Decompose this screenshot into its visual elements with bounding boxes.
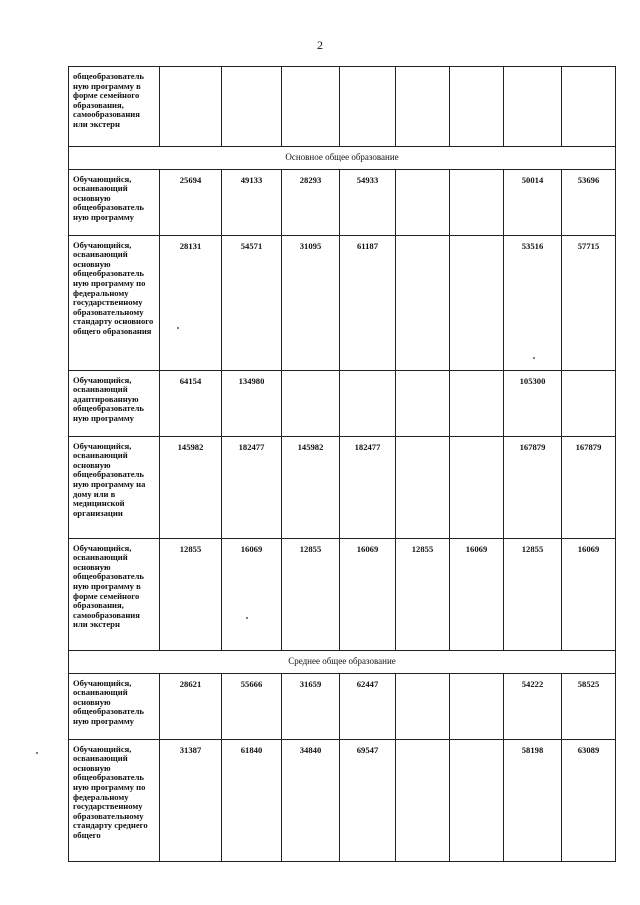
value-cell: 105300 xyxy=(504,370,562,436)
value-cell: 134980 xyxy=(222,370,282,436)
value-cell: 61187 xyxy=(340,235,396,370)
scan-speck xyxy=(246,617,248,619)
value-cell: 49133 xyxy=(222,169,282,235)
value-cell xyxy=(396,370,450,436)
scan-speck xyxy=(177,327,179,329)
value-cell: 28131 xyxy=(160,235,222,370)
value-cell: 62447 xyxy=(340,673,396,739)
value-cell xyxy=(396,436,450,538)
section-heading: Среднее общее образование xyxy=(69,650,616,673)
value-cell: 12855 xyxy=(504,538,562,650)
value-cell: 145982 xyxy=(282,436,340,538)
row-label: Обучающийся, осваивающий основную общеобразователь ную программу xyxy=(69,169,160,235)
table-row xyxy=(69,436,616,538)
value-cell: 53696 xyxy=(562,169,616,235)
table-row xyxy=(69,370,616,436)
scan-speck xyxy=(533,357,535,359)
value-cell: 58198 xyxy=(504,739,562,861)
value-cell: 16069 xyxy=(562,538,616,650)
value-cell: 28621 xyxy=(160,673,222,739)
value-cell xyxy=(396,169,450,235)
value-cell xyxy=(340,67,396,147)
table-row xyxy=(69,739,616,861)
table-row xyxy=(69,235,616,370)
value-cell: 16069 xyxy=(340,538,396,650)
value-cell xyxy=(450,235,504,370)
value-cell: 28293 xyxy=(282,169,340,235)
value-cell: 25694 xyxy=(160,169,222,235)
value-cell: 50014 xyxy=(504,169,562,235)
value-cell: 54571 xyxy=(222,235,282,370)
value-cell: 54933 xyxy=(340,169,396,235)
value-cell: 145982 xyxy=(160,436,222,538)
value-cell: 31387 xyxy=(160,739,222,861)
section-row xyxy=(69,650,616,673)
value-cell: 182477 xyxy=(222,436,282,538)
value-cell: 34840 xyxy=(282,739,340,861)
value-cell xyxy=(450,673,504,739)
row-label: Обучающийся, осваивающий основную общеобразователь ную программу в форме семейного образования, самообразования или экстерн xyxy=(69,538,160,650)
scan-speck xyxy=(36,752,38,754)
value-cell xyxy=(396,67,450,147)
value-cell xyxy=(504,67,562,147)
value-cell: 16069 xyxy=(222,538,282,650)
value-cell xyxy=(340,370,396,436)
value-cell: 12855 xyxy=(396,538,450,650)
row-label: общеобразователь ную программу в форме семейного образования, самообразования или экстерн xyxy=(69,67,160,147)
value-cell xyxy=(396,673,450,739)
table-row xyxy=(69,538,616,650)
value-cell xyxy=(562,370,616,436)
value-cell xyxy=(450,739,504,861)
value-cell: 31659 xyxy=(282,673,340,739)
value-cell: 69547 xyxy=(340,739,396,861)
table-row xyxy=(69,67,616,147)
page-number: 2 xyxy=(317,38,323,52)
value-cell xyxy=(450,67,504,147)
value-cell xyxy=(222,67,282,147)
value-cell xyxy=(450,436,504,538)
value-cell xyxy=(450,370,504,436)
value-cell: 12855 xyxy=(160,538,222,650)
row-label: Обучающийся, осваивающий основную общеобразователь ную программу по федеральному государственному образовательному стандарту основного общего образования xyxy=(69,235,160,370)
value-cell xyxy=(396,739,450,861)
value-cell: 64154 xyxy=(160,370,222,436)
row-label: Обучающийся, осваивающий адаптированную общеобразователь ную программу xyxy=(69,370,160,436)
value-cell xyxy=(396,235,450,370)
value-cell: 53516 xyxy=(504,235,562,370)
value-cell: 63089 xyxy=(562,739,616,861)
cost-table xyxy=(68,66,616,862)
section-heading: Основное общее образование xyxy=(69,147,616,170)
row-label: Обучающийся, осваивающий основную общеобразователь ную программу на дому или в медицинской организации xyxy=(69,436,160,538)
value-cell: 31095 xyxy=(282,235,340,370)
value-cell: 182477 xyxy=(340,436,396,538)
table-row xyxy=(69,673,616,739)
value-cell xyxy=(562,67,616,147)
value-cell: 54222 xyxy=(504,673,562,739)
value-cell: 16069 xyxy=(450,538,504,650)
value-cell xyxy=(160,67,222,147)
value-cell: 167879 xyxy=(562,436,616,538)
value-cell: 61840 xyxy=(222,739,282,861)
value-cell: 12855 xyxy=(282,538,340,650)
value-cell: 55666 xyxy=(222,673,282,739)
table-row xyxy=(69,169,616,235)
value-cell: 57715 xyxy=(562,235,616,370)
value-cell xyxy=(282,370,340,436)
value-cell xyxy=(282,67,340,147)
row-label: Обучающийся, осваивающий основную общеобразователь ную программу по федеральному государственному образовательному стандарту среднего общего xyxy=(69,739,160,861)
value-cell xyxy=(450,169,504,235)
value-cell: 58525 xyxy=(562,673,616,739)
row-label: Обучающийся, осваивающий основную общеобразователь ную программу xyxy=(69,673,160,739)
value-cell: 167879 xyxy=(504,436,562,538)
section-row xyxy=(69,147,616,170)
